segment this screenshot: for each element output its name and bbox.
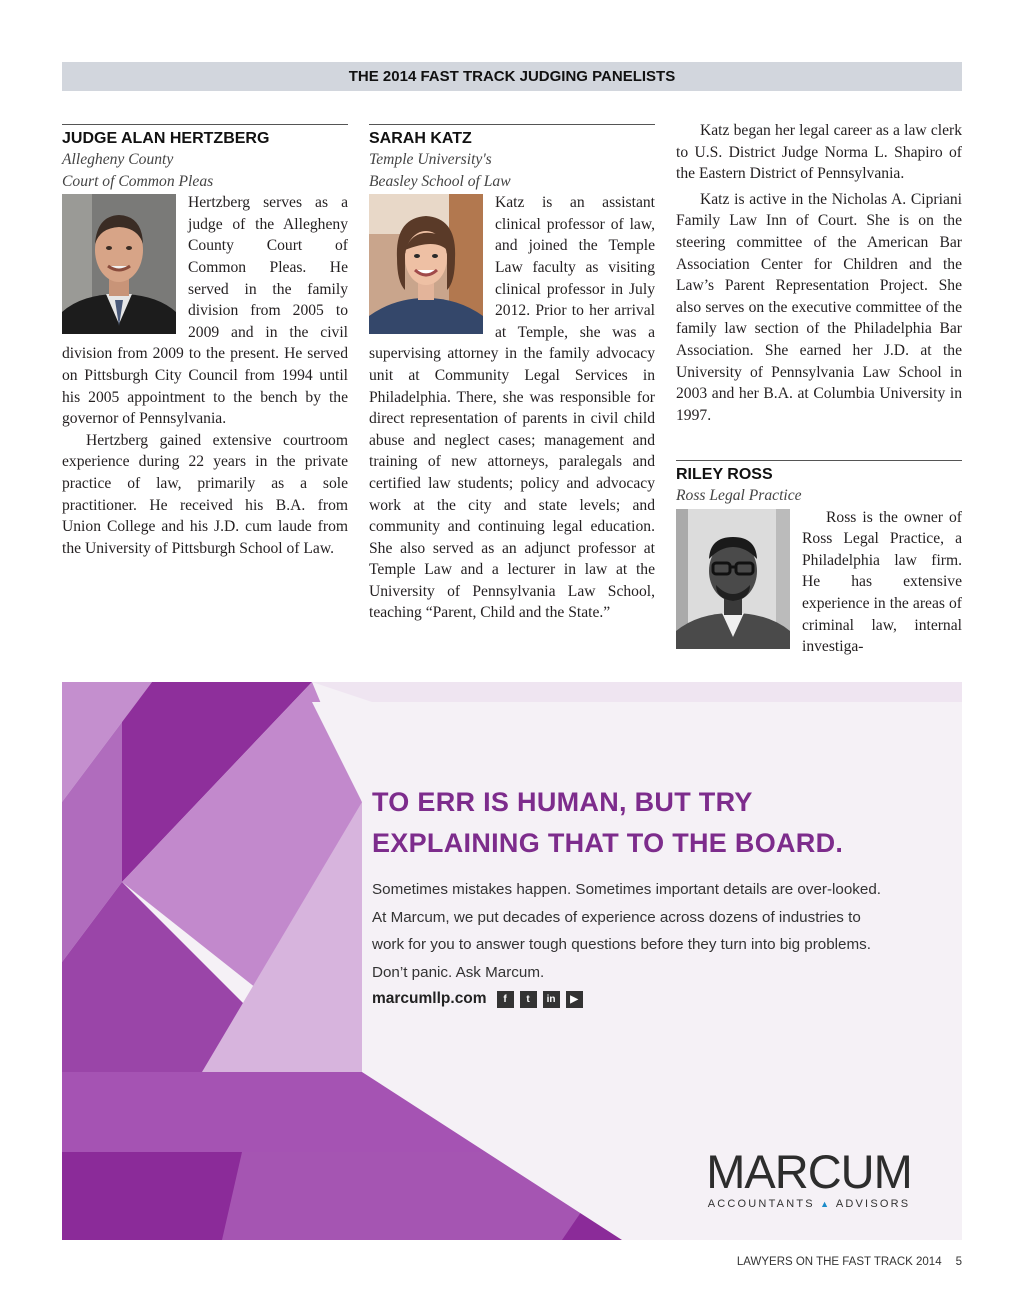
column-katz-continued: [676, 120, 962, 426]
page-footer: [700, 1256, 962, 1268]
bio-paragraph: Katz began her legal career as a law clerk to U.S. District Judge Norma L. Shapiro of the Eastern District of Pennsylvania.: [676, 122, 962, 183]
divider: [676, 460, 962, 461]
logo-tagline-right: ADVISORS: [835, 1198, 911, 1210]
logo-tagline: [698, 1198, 920, 1210]
ad-headline-line: TO ERR IS HUMAN, BUT TRY: [372, 787, 753, 817]
panelist-affiliation: Beasley School of Law: [369, 172, 511, 190]
column-ross: [676, 460, 962, 658]
panelist-affiliation: Court of Common Pleas: [62, 172, 214, 190]
linkedin-icon[interactable]: in: [543, 991, 560, 1008]
website-link[interactable]: marcumllp.com: [372, 990, 487, 1008]
youtube-icon[interactable]: ▶: [566, 991, 583, 1008]
page-number: 5: [955, 1256, 962, 1268]
panelist-affiliation: Ross Legal Practice: [676, 487, 802, 504]
marcum-logo: [698, 1145, 920, 1210]
triangle-icon: ▲: [820, 1199, 832, 1209]
panelist-affiliation: Allegheny County: [62, 151, 174, 168]
panelist-affiliation: Temple University's: [369, 151, 492, 168]
ad-headline: [372, 782, 952, 864]
katz-photo: [369, 194, 483, 334]
bio-paragraph: Katz is an assistant clinical professor of law, and joined the Temple Law faculty as visiting clinical professor in July 2012. Prior to her arrival at Temple, she was a supervising attorney in the family advocacy unit at Community Legal Services in Philadelphia. There, she was responsible for direct representation of parents in civil child abuse and neglect cases; management and training of new attorneys, paralegals and certified law students; policy and advocacy work at the city and state levels; and community and continuing legal education. She also served as an adjunct professor at Temple Law and a lecturer in law at the University of Pennsylvania Law School, teaching “Parent, Child and the State.”: [369, 194, 655, 622]
bio-paragraph: Ross is the owner of Ross Legal Practice, a Philadelphia law firm. He has extensive experience in the areas of criminal law, internal investiga-: [802, 508, 962, 656]
twitter-icon[interactable]: t: [520, 991, 537, 1008]
column-hertzberg: [62, 124, 348, 559]
ad-body: [372, 876, 952, 986]
panelist-name: RILEY ROSS: [676, 466, 773, 483]
column-katz: [369, 124, 655, 624]
divider: [62, 124, 348, 125]
ad-copy: [372, 782, 952, 1008]
logo-tagline-left: ACCOUNTANTS: [707, 1198, 815, 1210]
ad-headline-line: EXPLAINING THAT TO THE BOARD.: [372, 828, 844, 858]
facebook-icon[interactable]: f: [497, 991, 514, 1008]
ad-body-line: Sometimes mistakes happen. Sometimes important details are over-looked.: [372, 881, 882, 898]
ad-body-line: At Marcum, we put decades of experience across dozens of industries to: [372, 908, 861, 926]
divider: [369, 124, 655, 125]
panelist-name: JUDGE ALAN HERTZBERG: [62, 130, 270, 147]
bio-paragraph: Hertzberg serves as a judge of the Allegheny County Court of Common Pleas. He served in the family division from 2005 to 2009 and in the civil division from 2009 to the present. He served on Pittsburgh City Council from 1994 until his 2005 appointment to the bench by the governor of Pennsylvania.: [62, 194, 348, 428]
ad-links: [372, 990, 952, 1008]
ad-body-line: work for you to answer tough questions before they turn into big problems.: [372, 936, 871, 954]
hertzberg-photo: [62, 194, 176, 334]
ad-body-line: Don’t panic. Ask Marcum.: [372, 963, 545, 981]
panelist-name: SARAH KATZ: [369, 130, 472, 147]
bio-paragraph: Hertzberg gained extensive courtroom experience during 22 years in the private practice of law, primarily as a sole practitioner. He received his B.A. from Union College and his J.D. cum laude from the University of Pittsburgh School of Law.: [62, 431, 348, 557]
logo-wordmark: MARCUM: [706, 1145, 912, 1198]
section-header: THE 2014 FAST TRACK JUDGING PANELISTS: [62, 62, 962, 91]
ross-photo: [676, 509, 790, 649]
footer-title: LAWYERS ON THE FAST TRACK 2014: [736, 1256, 942, 1268]
bio-paragraph: Katz is active in the Nicholas A. Cipriani Family Law Inn of Court. She is on the steering committee of the American Bar Association Center for Children and the Law’s Parent Representation Project. She also serves on the executive committee of the family law section of the Philadelphia Bar Association. She earned her J.D. at the University of Pennsylvania Law School in 2003 and her B.A. at Columbia University in 1997.: [676, 190, 962, 424]
marcum-advertisement: [62, 682, 962, 1240]
